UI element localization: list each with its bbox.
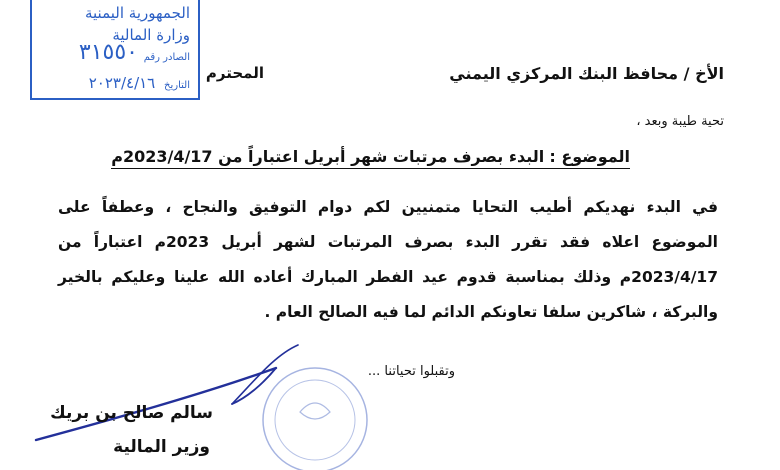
signature-stroke-icon: [36, 345, 298, 440]
stamp-date-value: ٢٠٢٣/٤/١٦: [88, 74, 156, 92]
letter-body: في البدء نهديكم أطيب التحايا متمنيين لكم دوام التوفيق والنجاح ، وعطفاً على الموضوع اعلاه فقد تقرر البدء بصرف المرتبات لشهر أبريل 2023م اعتباراً من 2023/4/17م وذلك بمناسبة قدوم عيد الفطر المبارك أعاده الله علينا وعليكم بالخير والبركة ، شاكرين سلفا تعاونكم الدائم لما فيه الصالح العام .: [58, 198, 718, 321]
greeting: تحية طيبة وبعد ،: [636, 114, 724, 129]
stamp-ministry: وزارة المالية: [112, 26, 190, 44]
stamp-issued-number: ٣١٥٥٠: [78, 40, 138, 65]
closing: وتقبلوا تحياتنا ...: [367, 364, 455, 379]
subject-label: الموضوع :: [549, 147, 630, 166]
addressee: الأخ / محافظ البنك المركزي اليمني: [449, 64, 724, 83]
subject-text: البدء بصرف مرتبات شهر أبريل اعتباراً من 2023/4/17م: [111, 147, 545, 166]
ministry-seal-icon: [263, 368, 367, 470]
stamp-country: الجمهورية اليمنية: [84, 4, 190, 22]
signer-name: سالم صالح بن بريك: [50, 403, 213, 423]
signer-title: وزير المالية: [113, 437, 210, 457]
honorific: المحترم: [205, 64, 264, 82]
stamp-issued-label: الصادر رقم: [143, 52, 190, 63]
stamp-date-label: التاريخ: [164, 80, 190, 91]
